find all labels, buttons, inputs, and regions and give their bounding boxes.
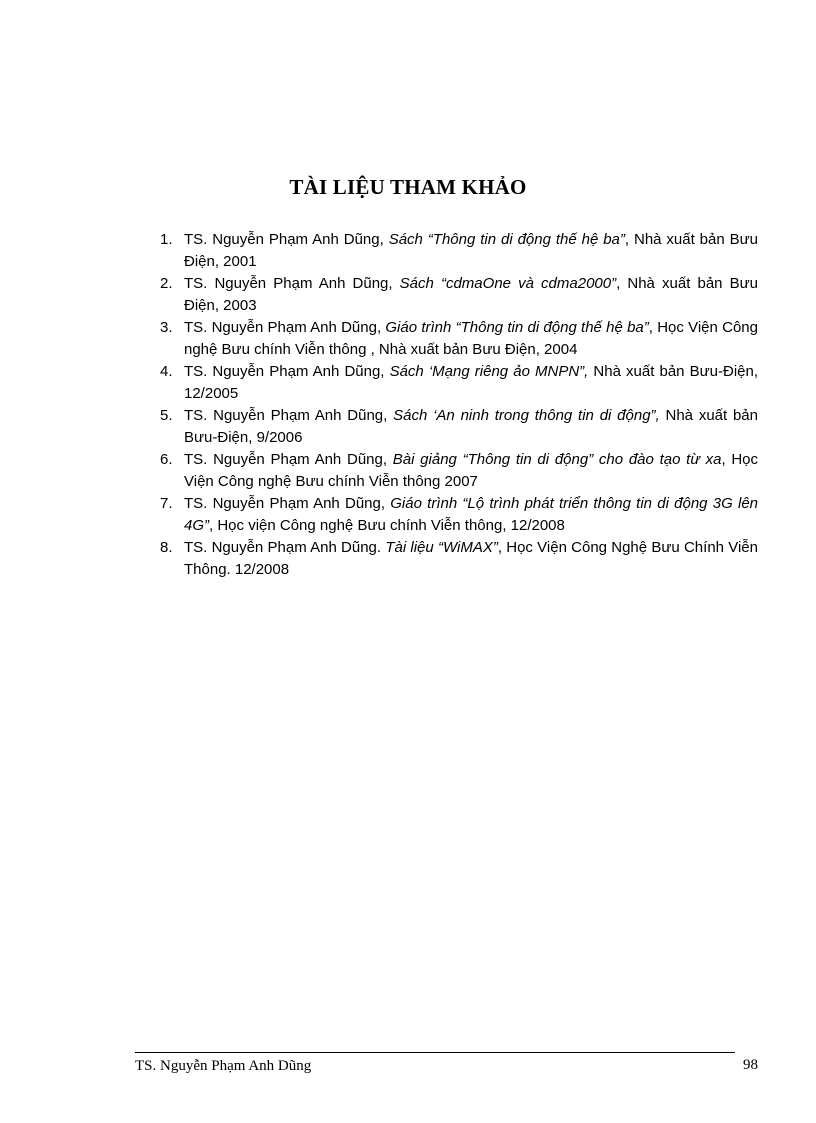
reference-publisher: , Học Viện Công Nghệ Bưu Chính Viễn Thông. 12/2008: [184, 539, 758, 578]
reference-number: 2.: [160, 275, 173, 292]
reference-publisher: Nhà xuất bản Bưu-Điện, 9/2006: [184, 407, 758, 446]
reference-author: TS. Nguyễn Phạm Anh Dũng,: [184, 319, 386, 336]
reference-work: Sách ‘Mạng riêng ảo MNPN”,: [389, 363, 589, 380]
reference-number: 7.: [160, 495, 173, 512]
reference-work: Sách ‘An ninh trong thông tin di động”,: [393, 407, 660, 424]
reference-item: [158, 229, 758, 272]
reference-author: TS. Nguyễn Phạm Anh Dũng.: [184, 539, 386, 556]
reference-item: [158, 449, 758, 492]
reference-item: [158, 361, 758, 404]
reference-work: Giáo trình “Thông tin di động thế hệ ba”: [385, 319, 649, 336]
reference-author: TS. Nguyễn Phạm Anh Dũng,: [184, 363, 390, 380]
reference-item: [158, 317, 758, 360]
reference-publisher: Nhà xuất bản Bưu-Điện, 12/2005: [184, 363, 758, 402]
reference-number: 3.: [160, 319, 173, 336]
footer-divider: [135, 1052, 735, 1053]
footer-author: TS. Nguyễn Phạm Anh Dũng: [135, 1058, 312, 1074]
reference-number: 4.: [160, 363, 173, 380]
reference-work: Sách “cdmaOne và cdma2000”: [399, 275, 617, 292]
reference-item: [158, 493, 758, 536]
reference-author: TS. Nguyễn Phạm Anh Dũng,: [184, 451, 393, 468]
page-title: TÀI LIỆU THAM KHẢO: [289, 175, 527, 199]
reference-work: Tài liệu “WiMAX”: [385, 539, 498, 556]
reference-number: 5.: [160, 407, 173, 424]
page-number: 98: [743, 1057, 758, 1073]
reference-author: TS. Nguyễn Phạm Anh Dũng,: [184, 407, 394, 424]
reference-number: 6.: [160, 451, 173, 468]
reference-item: [158, 537, 758, 580]
reference-item: [158, 405, 758, 448]
reference-work: Bài giảng “Thông tin di động” cho đào tạo từ xa: [392, 451, 722, 468]
reference-number: 8.: [160, 539, 173, 556]
reference-author: TS. Nguyễn Phạm Anh Dũng,: [184, 231, 389, 248]
reference-publisher: , Nhà xuất bản Bưu Điện, 2003: [184, 275, 759, 314]
reference-author: TS. Nguyễn Phạm Anh Dũng,: [184, 275, 400, 292]
reference-publisher: , Học Viện Công nghệ Bưu chính Viễn thông , Nhà xuất bản Bưu Điện, 2004: [184, 319, 758, 358]
reference-list: [158, 229, 758, 581]
reference-item: [158, 273, 758, 316]
reference-work: Giáo trình “Lộ trình phát triển thông tin di động 3G lên 4G”: [184, 495, 759, 534]
reference-publisher: , Nhà xuất bản Bưu Điện, 2001: [184, 231, 759, 270]
reference-publisher: , Học viện Công nghệ Bưu chính Viễn thông, 12/2008: [209, 516, 565, 534]
reference-author: TS. Nguyễn Phạm Anh Dũng,: [184, 495, 391, 512]
reference-number: 1.: [160, 231, 173, 248]
reference-work: Sách “Thông tin di động thế hệ ba”: [388, 231, 625, 248]
reference-publisher: , Học Viện Công nghệ Bưu chính Viễn thông 2007: [184, 451, 759, 490]
